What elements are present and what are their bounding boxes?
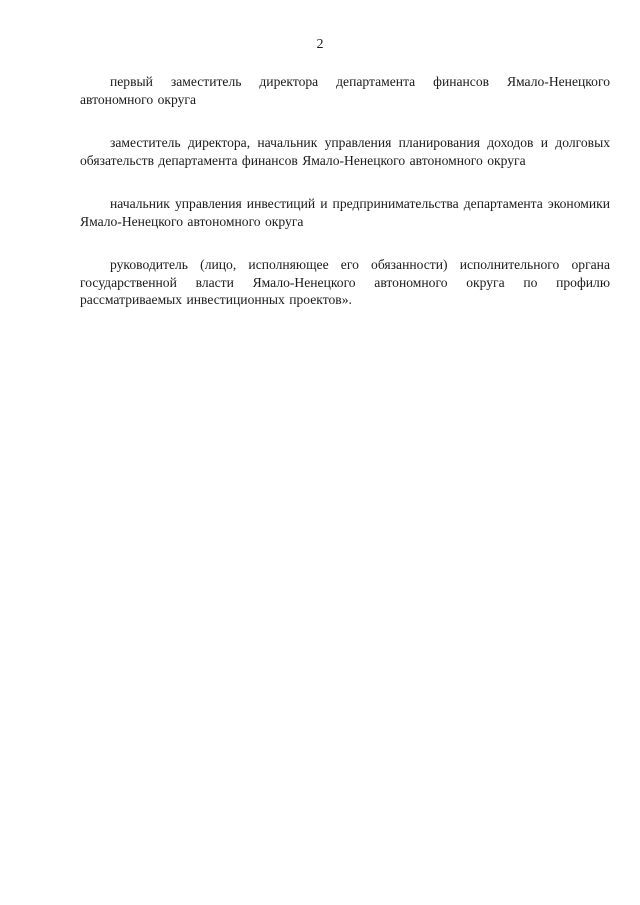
- page-number: 2: [316, 37, 324, 52]
- paragraph-head-investment-department: начальник управления инвестиций и предпринимательства департамента экономики Ямало-Ненецкого автономного округа: [80, 196, 610, 229]
- paragraph-deputy-director-revenue-planning: заместитель директора, начальник управления планирования доходов и долговых обязательств департамента финансов Ямало-Ненецкого автономного округа: [80, 135, 610, 168]
- document-body: [80, 73, 610, 335]
- paragraph-executive-body-head: руководитель (лицо, исполняющее его обязанности) исполнительного органа государственной власти Ямало-Ненецкого автономного округа по профилю рассматриваемых инвестиционных проектов».: [80, 257, 610, 307]
- paragraph-first-deputy-director: первый заместитель директора департамента финансов Ямало-Ненецкого автономного округа: [80, 74, 610, 107]
